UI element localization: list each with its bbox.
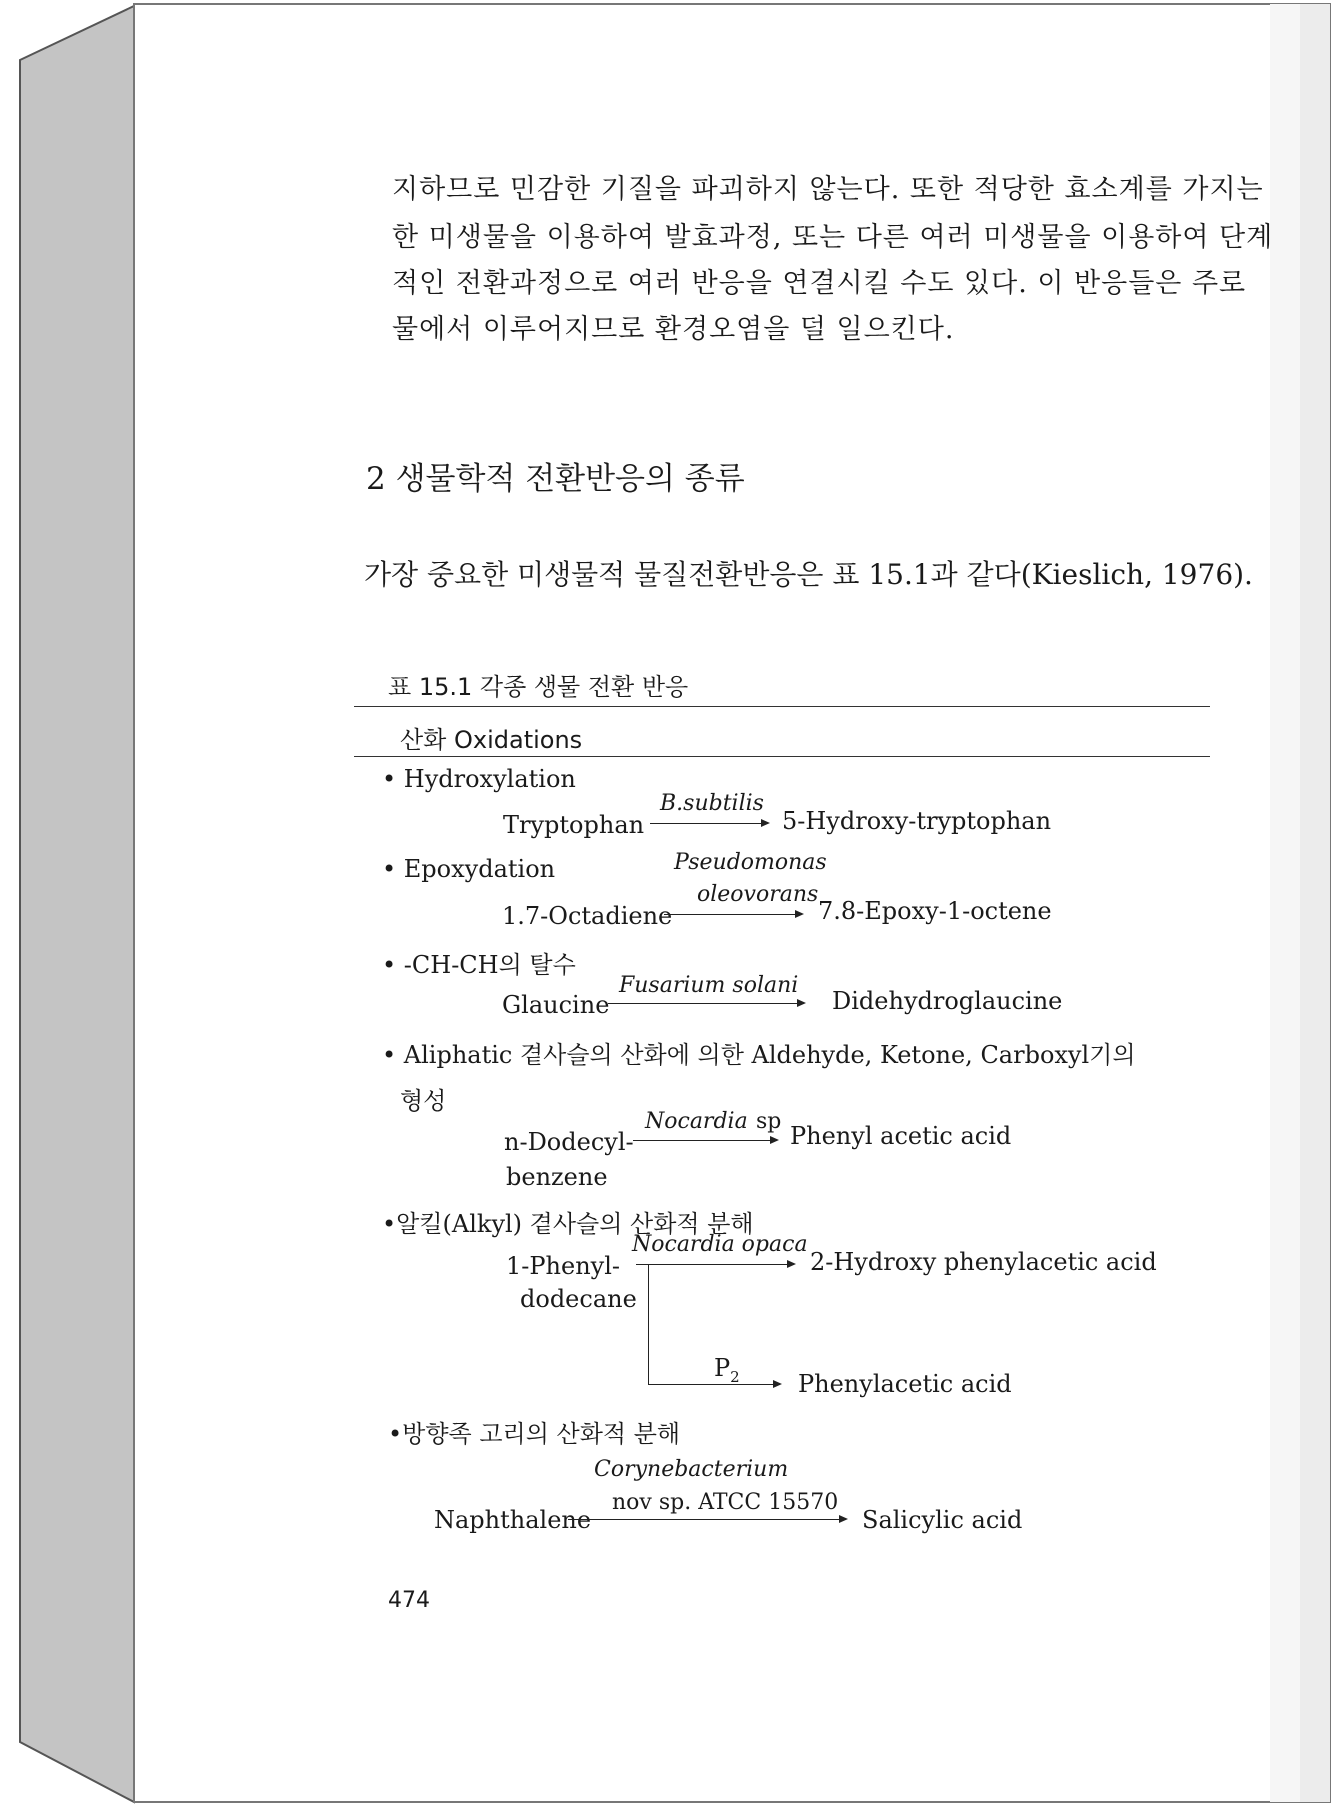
reaction-2-substrate: 1.7-Octadiene bbox=[502, 902, 673, 930]
intro-sentence: 가장 중요한 미생물적 물질전환반응은 표 15.1과 같다(Kieslich, 1976). bbox=[364, 558, 1253, 591]
reaction-5-substrate-line1: 1-Phenyl- bbox=[506, 1252, 620, 1280]
reaction-2-arrow bbox=[664, 914, 802, 915]
reaction-6-substrate: Naphthalene bbox=[434, 1506, 592, 1534]
table-top-rule bbox=[354, 706, 1210, 707]
reaction-3-organism: Fusarium solani bbox=[619, 973, 799, 998]
reaction-5-branch-label: $P_2$ bbox=[714, 1354, 740, 1386]
paragraph-line-1: 지하므로 민감한 기질을 파괴하지 않는다. 또한 적당한 효소계를 가지는 bbox=[392, 174, 1264, 205]
reaction-1-substrate: Tryptophan bbox=[503, 811, 645, 839]
page-number: 474 bbox=[388, 1588, 430, 1613]
reaction-1-arrow bbox=[650, 823, 768, 824]
reaction-6-organism-line2: nov sp. ATCC 15570 bbox=[612, 1490, 839, 1515]
reaction-4-title-line2: 형성 bbox=[400, 1087, 447, 1115]
paragraph-line-3: 적인 전환과정으로 여러 반응을 연결시킬 수도 있다. 이 반응들은 주로 bbox=[392, 268, 1247, 299]
reaction-3-product: Didehydroglaucine bbox=[832, 987, 1063, 1015]
reaction-4-substrate-line1: n-Dodecyl- bbox=[504, 1128, 634, 1156]
reaction-4-arrow bbox=[633, 1140, 777, 1141]
table-header-rule bbox=[354, 756, 1210, 757]
reaction-3-arrow bbox=[608, 1003, 804, 1004]
table-caption: 표 15.1 각종 생물 전환 반응 bbox=[388, 673, 689, 701]
reaction-5-title: •알킬(Alkyl) 곁사슬의 산화적 분해 bbox=[382, 1210, 754, 1238]
reaction-5-product: 2-Hydroxy phenylacetic acid bbox=[810, 1248, 1157, 1276]
reaction-4-substrate-line2: benzene bbox=[506, 1163, 608, 1191]
reaction-3-title: • -CH-CH의 탈수 bbox=[382, 951, 576, 979]
reaction-1-product: 5-Hydroxy-tryptophan bbox=[782, 807, 1052, 835]
reaction-2-product: 7.8-Epoxy-1-octene bbox=[818, 897, 1052, 925]
reaction-5-branch-product: Phenylacetic acid bbox=[798, 1370, 1012, 1398]
reaction-5-branch-line bbox=[648, 1264, 649, 1384]
reaction-5-arrow bbox=[636, 1264, 794, 1265]
reaction-5-substrate-line2: dodecane bbox=[520, 1285, 637, 1313]
reaction-6-organism-line1: Corynebacterium bbox=[594, 1457, 789, 1482]
reaction-4-organism-suffix: sp bbox=[756, 1109, 782, 1134]
reaction-2-title: • Epoxydation bbox=[382, 855, 556, 883]
reaction-6-arrow bbox=[568, 1519, 846, 1520]
table-header: 산화 Oxidations bbox=[400, 726, 583, 754]
reaction-3-substrate: Glaucine bbox=[502, 991, 610, 1019]
paragraph-line-4: 물에서 이루어지므로 환경오염을 덜 일으킨다. bbox=[392, 314, 955, 345]
reaction-6-product: Salicylic acid bbox=[862, 1506, 1023, 1534]
section-heading: 2 생물학적 전환반응의 종류 bbox=[366, 461, 745, 497]
reaction-4-title-line1: • Aliphatic 곁사슬의 산화에 의한 Aldehyde, Ketone, Carboxyl기의 bbox=[382, 1041, 1136, 1069]
reaction-4-product: Phenyl acetic acid bbox=[790, 1122, 1012, 1150]
reaction-1-title: • Hydroxylation bbox=[382, 765, 576, 793]
reaction-2-organism-line1: Pseudomonas bbox=[674, 850, 827, 875]
reaction-2-organism-line2: oleovorans bbox=[697, 882, 819, 907]
reaction-1-organism: B.subtilis bbox=[660, 791, 764, 816]
reaction-4-organism: Nocardia bbox=[645, 1109, 748, 1134]
reaction-6-title: •방향족 고리의 산화적 분해 bbox=[388, 1420, 681, 1448]
paragraph-line-2: 한 미생물을 이용하여 발효과정, 또는 다른 여러 미생물을 이용하여 단계 bbox=[392, 222, 1274, 253]
reaction-5-organism: Nocardia opaca bbox=[632, 1232, 808, 1257]
